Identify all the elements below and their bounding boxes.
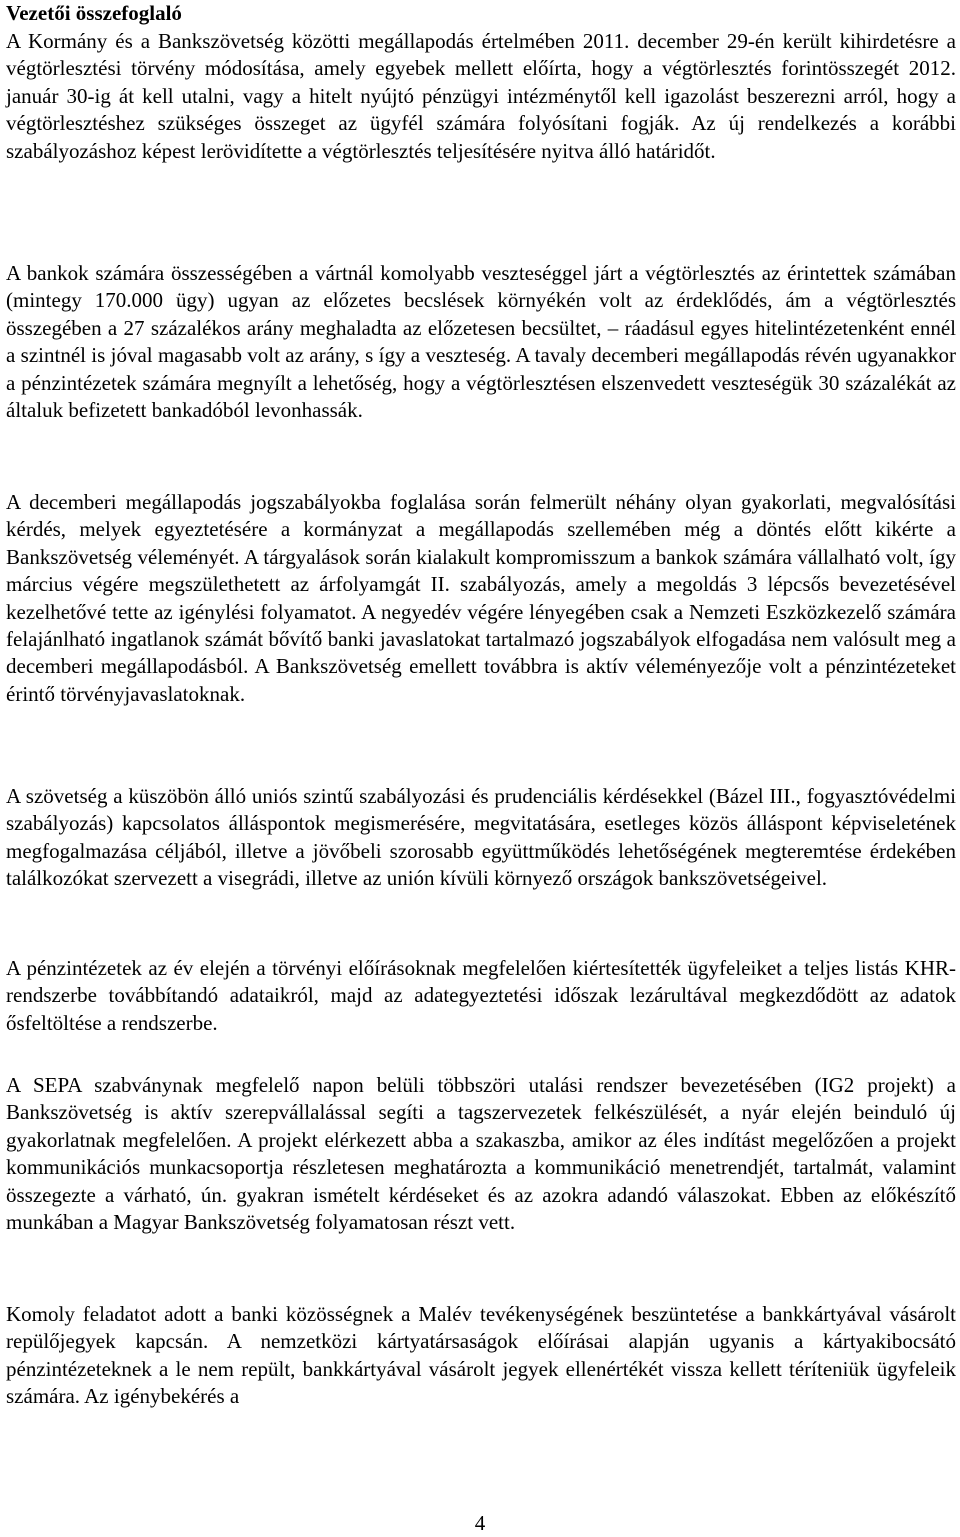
- page-number: 4: [474, 1511, 486, 1535]
- paragraph-early-repayment-law: A Kormány és a Bankszövetség közötti megállapodás értelmében 2011. december 29-én került kihirdetésre a végtörlesztési törvény módosítása, amely egyebek mellett előírta, hogy a végtörlesztés forintösszegét 2012. január 30-ig át kell utalni, vagy a hitelt nyújtó pénzügyi intézménytől kell igazolást beszerezni arról, hogy a végtörlesztéshez szükséges összeget az ügyfél számára folyósítani fogják. Az új rendelkezés a korábbi szabályozáshoz képest lerövidítette a végtörlesztés teljesítésére nyitva álló határidőt.: [6, 29, 956, 163]
- paragraph-bank-losses: A bankok számára összességében a vártnál komolyabb veszteséggel járt a végtörlesztés az érintettek számában (mintegy 170.000 ügy) ugyan az előzetes becslések környékén volt az érdeklődés, ám a végtörlesztés összegében a 27 százalékos arány meghaladta az előzetesen becsültet, – ráadásul egyes hitelintézetenként ennél a szintnél is jóval magasabb volt az arány, s így a veszteség. A tavaly decemberi megállapodás révén ugyanakkor a pénzintézetek számára megnyílt a lehetőség, hogy a végtörlesztésen elszenvedett veszteségük 30 százalékát az általuk befizetett bankadóból levonhassák.: [6, 261, 956, 423]
- document-page: [6, 0, 956, 1409]
- paragraph-khr-system: A pénzintézetek az év elején a törvényi előírásoknak megfelelően kiértesítették ügyfeleiket a teljes listás KHR-rendszerbe továbbítandó adataikról, majd az adategyeztetési időszak lezárultával megkezdődött az adatok ősfeltöltése a rendszerbe.: [6, 956, 956, 1035]
- paragraph-sepa-ig2: A SEPA szabványnak megfelelő napon belüli többszöri utalási rendszer bevezetésében (IG2 projekt) a Bankszövetség is aktív szerepvállalással segíti a tagszervezetek felkészülését, a nyár elején beinduló új gyakorlatnak megfelelően. A projekt elérkezett abba a szakaszba, amikor az éles indítást megelőzően a projekt kommunikációs munkacsoportja részletesen meghatározta a kommunikáció menetrendjét, tartalmát, valamint összegezte a várható, ún. gyakran ismételt kérdéseket és az azokra adandó válaszokat. Ebben az előkészítő munkában a Magyar Bankszövetség folyamatosan részt vett.: [6, 1073, 956, 1235]
- paragraph-eu-regulation: A szövetség a küszöbön álló uniós szintű szabályozási és prudenciális kérdésekkel (Bázel III., fogyasztóvédelmi szabályozás) kapcsolatos álláspontok megismerésére, megvitatására, esetleges közös álláspont képviseletének megfogalmazása céljából, illetve a jövőbeli szorosabb együttműködés lehetőségének megteremtése érdekében találkozókat szervezett a visegrádi, illetve az unión kívüli környező országok bankszövetségeivel.: [6, 784, 956, 891]
- paragraph-december-agreement: A decemberi megállapodás jogszabályokba foglalása során felmerült néhány olyan gyakorlati, megvalósítási kérdés, melyek egyeztetésére a kormányzat a megállapodás szellemében még a döntés előtt kikérte a Bankszövetség véleményét. A tárgyalások során kialakult kompromisszum a bankok számára vállalható volt, így március végére megszülethetett az árfolyamgát II. szabályozás, amely a megoldás 3 lépcsős bevezetésével kezelhetővé tette az igénylési folyamatot. A negyedév végére lényegében csak a Nemzeti Eszközkezelő számára felajánlható ingatlanok számát bővítő banki javaslatokat tartalmazó jogszabályok elfogadása nem valósult meg a decemberi megállapodásból. A Bankszövetség emellett továbbra is aktív véleményezője volt a pénzintézeteket érintő törvényjavaslatoknak.: [6, 490, 956, 706]
- paragraph-malev: Komoly feladatot adott a banki közösségnek a Malév tevékenységének beszüntetése a bankkártyával vásárolt repülőjegyek kapcsán. A nemzetközi kártyatársaságok előírásai alapján ugyanis a kártyakibocsátó pénzintézeteknek a le nem repült, bankkártyával vásárolt jegyek ellenértékét vissza kellett téríteniük ügyfeleik számára. Az igénybekérés a: [6, 1302, 956, 1409]
- section-heading: Vezetői összefoglaló: [6, 1, 182, 25]
